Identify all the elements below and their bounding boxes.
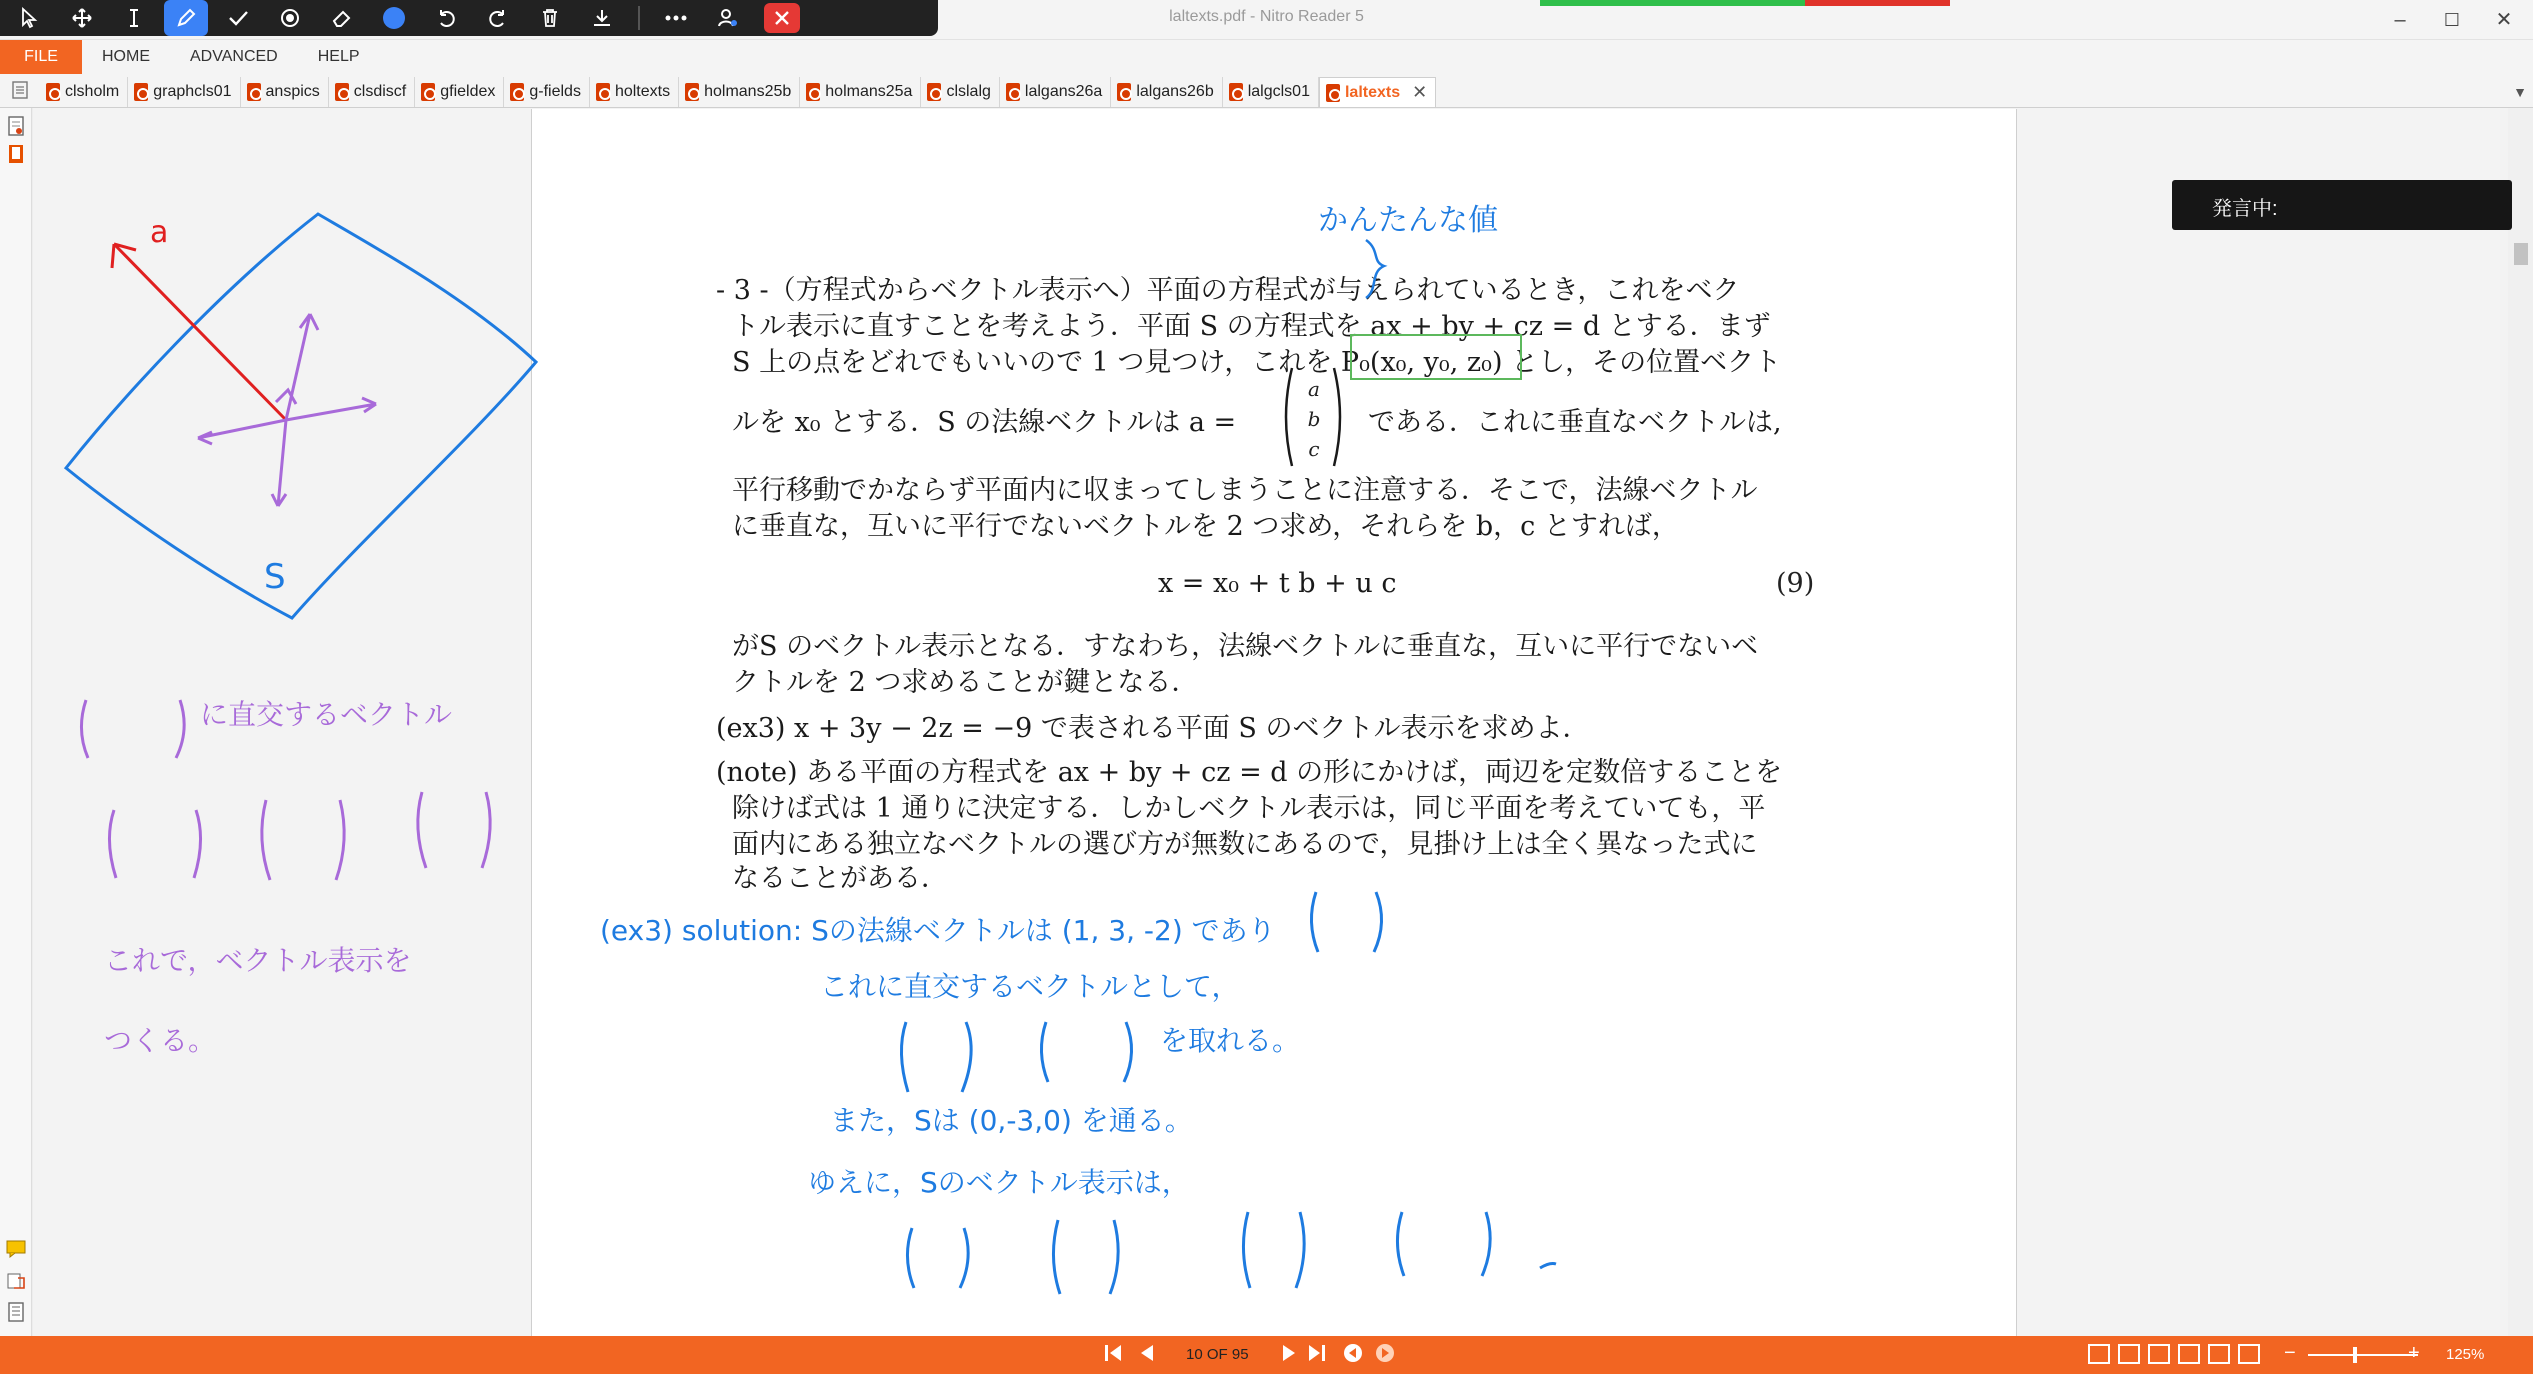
pdf-file-icon bbox=[1006, 83, 1020, 101]
doc-line: (ex3) x + 3y − 2z = −9 で表される平面 S のベクトル表示を求めよ． bbox=[716, 713, 1590, 744]
pen-toolbar bbox=[0, 0, 938, 36]
tab-label: holtexts bbox=[614, 83, 671, 100]
save-icon[interactable] bbox=[576, 0, 628, 36]
tab-clsholm[interactable] bbox=[40, 77, 128, 107]
fit-width-icon[interactable] bbox=[2208, 1344, 2230, 1364]
left-sidebar bbox=[0, 108, 32, 1336]
tab-lalgans26b[interactable] bbox=[1111, 77, 1222, 107]
redo-icon[interactable] bbox=[472, 0, 524, 36]
tab-lalgcls01[interactable] bbox=[1223, 77, 1319, 107]
matrix-entry: b bbox=[1307, 407, 1321, 431]
forward-view-icon[interactable] bbox=[1374, 1342, 1396, 1370]
toolbar-divider bbox=[638, 6, 640, 30]
tab-label: laltexts bbox=[1344, 83, 1401, 101]
doc-line: である．これに垂直なベクトルは, bbox=[1368, 407, 1782, 438]
normal-label: a bbox=[150, 215, 169, 250]
normal-vector-matrix bbox=[1300, 374, 1328, 464]
doc-line: 平行移動でかならず平面内に収まってしまうことに注意する．そこで，法線ベクトル bbox=[732, 475, 1758, 506]
pdf-file-icon bbox=[806, 83, 820, 101]
check-icon[interactable] bbox=[212, 0, 264, 36]
speaking-panel: 発言中: bbox=[2172, 180, 2512, 230]
equation: x = x₀ + t b + u c bbox=[1158, 568, 1397, 599]
pdf-file-icon bbox=[1326, 84, 1340, 102]
tab-holtexts[interactable] bbox=[590, 77, 679, 107]
comments-icon[interactable] bbox=[6, 1240, 26, 1262]
tab-lalgans26a[interactable] bbox=[1000, 77, 1111, 107]
undo-icon[interactable] bbox=[420, 0, 472, 36]
tab-label: holmans25b bbox=[704, 83, 792, 100]
left-note: これで，ベクトル表示を bbox=[104, 944, 412, 977]
doc-line: なることがある． bbox=[732, 863, 948, 894]
pen-icon[interactable] bbox=[164, 0, 208, 36]
tab-label: clsholm bbox=[65, 83, 120, 100]
left-note: に直交するベクトル bbox=[200, 698, 453, 731]
last-page-icon[interactable] bbox=[1306, 1342, 1328, 1370]
menu-advanced[interactable]: ADVANCED bbox=[190, 48, 278, 65]
zoom-slider-thumb[interactable] bbox=[2353, 1347, 2357, 1363]
vertical-scrollbar[interactable] bbox=[2508, 108, 2533, 1336]
pdf-file-icon bbox=[596, 83, 610, 101]
delete-icon[interactable] bbox=[524, 0, 576, 36]
pdf-file-icon bbox=[927, 83, 941, 101]
pdf-file-icon bbox=[247, 83, 261, 101]
continuous-view-icon[interactable] bbox=[2118, 1344, 2140, 1364]
highlight-box bbox=[1350, 334, 1522, 380]
attachments-icon[interactable] bbox=[6, 1272, 26, 1294]
pen-color-swatch bbox=[383, 7, 405, 29]
tab-label: holmans25a bbox=[825, 83, 913, 100]
tab-label: gfieldex bbox=[440, 83, 496, 100]
tab-close-icon[interactable]: ✕ bbox=[1412, 82, 1428, 102]
tab-holmans25b[interactable] bbox=[679, 77, 800, 107]
menu-file[interactable]: FILE bbox=[0, 40, 82, 74]
close-toolbar-icon[interactable] bbox=[764, 3, 800, 33]
solution-line: (ex3) solution: Sの法線ベクトルは (1, 3, -2) であり bbox=[600, 914, 1276, 947]
bookmarks-icon[interactable] bbox=[6, 144, 26, 166]
facing-continuous-view-icon[interactable] bbox=[2178, 1344, 2200, 1364]
tab-anspics[interactable] bbox=[241, 77, 329, 107]
back-view-icon[interactable] bbox=[1342, 1342, 1364, 1370]
tab-label: lalgcls01 bbox=[1247, 83, 1310, 100]
tab-dropdown-icon[interactable]: ▼ bbox=[2513, 84, 2527, 100]
solution-line: また，Sは (0,-3,0) を通る。 bbox=[830, 1104, 1193, 1137]
zoom-level[interactable]: 125% bbox=[2446, 1346, 2485, 1363]
tab-label: clslalg bbox=[946, 83, 991, 100]
tab-laltexts[interactable] bbox=[1319, 77, 1436, 107]
doc-line: 面内にある独立なベクトルの選び方が無数にあるので，見掛け上は全く異なった式に bbox=[732, 829, 1758, 860]
stamp-icon[interactable] bbox=[264, 0, 316, 36]
select-icon[interactable] bbox=[4, 0, 56, 36]
doc-line: ルを x₀ とする．S の法線ベクトルは a = bbox=[732, 407, 1237, 438]
close-window-button[interactable]: ✕ bbox=[2495, 9, 2513, 31]
solution-line: これに直交するベクトルとして， bbox=[820, 970, 1240, 1003]
tab-label: lalgans26b bbox=[1136, 83, 1214, 100]
menu-bar bbox=[0, 40, 2533, 74]
first-page-icon[interactable] bbox=[1102, 1342, 1124, 1370]
pdf-file-icon bbox=[134, 83, 148, 101]
color-icon[interactable] bbox=[368, 0, 420, 36]
tab-label: lalgans26a bbox=[1024, 83, 1103, 100]
next-page-icon[interactable] bbox=[1278, 1342, 1300, 1370]
plane-label: S bbox=[264, 557, 286, 597]
recording-indicator-red bbox=[1805, 0, 1950, 6]
tab-list-icon[interactable] bbox=[0, 73, 40, 107]
tab-graphcls01[interactable] bbox=[128, 77, 240, 107]
window-title: laltexts.pdf - Nitro Reader 5 bbox=[1169, 8, 1364, 25]
doc-line: トル表示に直すことを考えよう．平面 S の方程式を ax + by + cz = d とする．まず bbox=[732, 311, 1771, 342]
tab-clslalg[interactable] bbox=[921, 77, 999, 107]
facing-view-icon[interactable] bbox=[2148, 1344, 2170, 1364]
zoom-slider[interactable] bbox=[2308, 1354, 2418, 1356]
menu-home[interactable]: HOME bbox=[102, 48, 150, 65]
minimize-button[interactable]: – bbox=[2394, 9, 2406, 31]
doc-line: クトルを 2 つ求めることが鍵となる． bbox=[732, 667, 1199, 698]
pdf-file-icon bbox=[1117, 83, 1131, 101]
doc-line: 除けば式は 1 通りに決定する．しかしベクトル表示は，同じ平面を考えていても，平 bbox=[732, 793, 1766, 824]
page-indicator[interactable]: 10 OF 95 bbox=[1186, 1346, 1249, 1363]
equation-number: (9) bbox=[1776, 568, 1815, 599]
doc-line: S 上の点をどれでもいいので 1 つ見つけ，これを P₀(x₀, y₀, z₀) とし，その位置ベクト bbox=[732, 347, 1782, 378]
solution-line: を取れる。 bbox=[1160, 1024, 1301, 1057]
maximize-button[interactable]: ☐ bbox=[2443, 10, 2461, 30]
pdf-file-icon bbox=[421, 83, 435, 101]
tab-gfieldex[interactable] bbox=[415, 77, 504, 107]
zoom-in-button[interactable]: + bbox=[2408, 1342, 2420, 1364]
pdf-file-icon bbox=[46, 83, 60, 101]
tab-label: anspics bbox=[265, 83, 320, 100]
doc-line: (note) ある平面の方程式を ax + by + cz = d の形にかけば，両辺を定数倍することを bbox=[716, 757, 1783, 788]
note-simple-value: かんたんな値 bbox=[1318, 203, 1498, 238]
more-icon[interactable] bbox=[650, 0, 702, 36]
single-page-view-icon[interactable] bbox=[2088, 1344, 2110, 1364]
pdf-file-icon bbox=[685, 83, 699, 101]
tab-clsdiscf[interactable] bbox=[329, 77, 415, 107]
matrix-entry: a bbox=[1308, 377, 1320, 401]
doc-line: がS のベクトル表示となる．すなわち，法線ベクトルに垂直な，互いに平行でないベ bbox=[732, 631, 1759, 662]
share-icon[interactable] bbox=[702, 0, 754, 36]
solution-line: ゆえに，Sのベクトル表示は， bbox=[808, 1166, 1190, 1199]
eraser-icon[interactable] bbox=[316, 0, 368, 36]
pages-panel-icon[interactable] bbox=[6, 1302, 26, 1324]
zoom-out-button[interactable]: − bbox=[2284, 1342, 2296, 1364]
scrollbar-thumb[interactable] bbox=[2514, 243, 2528, 265]
pdf-file-icon bbox=[510, 83, 524, 101]
recording-indicator-green bbox=[1540, 0, 1805, 6]
doc-line: - 3 -（方程式からベクトル表示へ）平面の方程式が与えられているとき，これをベク bbox=[716, 275, 1740, 306]
tab-g-fields[interactable] bbox=[504, 77, 590, 107]
menu-help[interactable]: HELP bbox=[317, 48, 360, 65]
previous-page-icon[interactable] bbox=[1136, 1342, 1158, 1370]
tab-holmans25a[interactable] bbox=[800, 77, 921, 107]
fit-page-icon[interactable] bbox=[2238, 1344, 2260, 1364]
thumbnails-icon[interactable] bbox=[6, 116, 26, 138]
matrix-entry: c bbox=[1308, 437, 1320, 461]
tab-label: g-fields bbox=[529, 83, 581, 100]
text-cursor-icon[interactable] bbox=[108, 0, 160, 36]
status-bar bbox=[0, 1336, 2533, 1374]
move-icon[interactable] bbox=[56, 0, 108, 36]
left-note: つくる。 bbox=[104, 1024, 217, 1057]
document-tab-bar bbox=[0, 74, 2533, 108]
tab-label: clsdiscf bbox=[353, 83, 407, 100]
tab-label: graphcls01 bbox=[153, 83, 232, 100]
doc-line: に垂直な，互いに平行でないベクトルを 2 つ求め，それらを b，c とすれば， bbox=[732, 511, 1679, 542]
pdf-file-icon bbox=[335, 83, 349, 101]
pdf-file-icon bbox=[1229, 83, 1243, 101]
